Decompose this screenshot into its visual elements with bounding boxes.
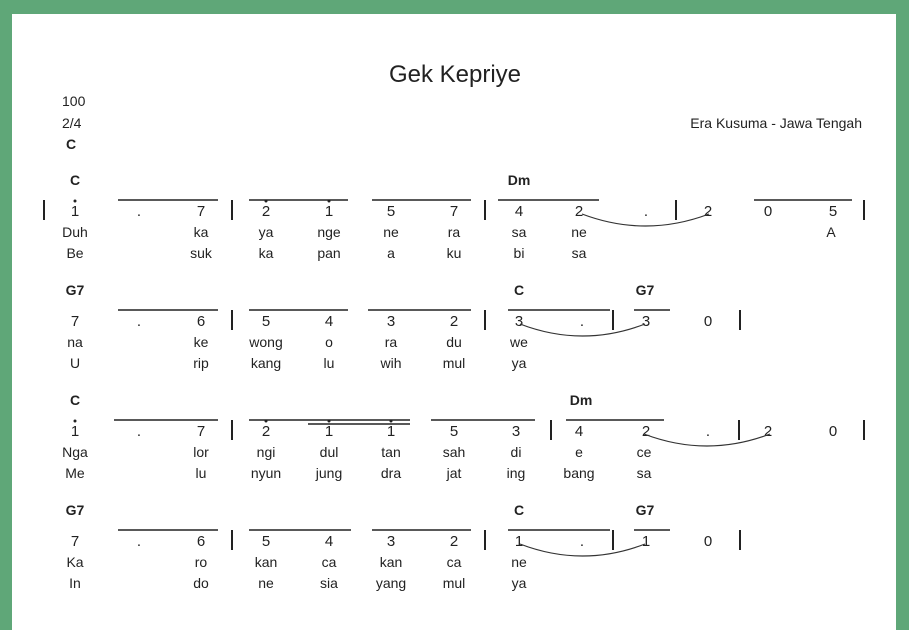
note: 0	[703, 313, 713, 330]
lyric-syllable: nge	[317, 224, 341, 240]
chord-symbol: G7	[65, 282, 85, 298]
lyric-syllable: wih	[380, 355, 402, 371]
note: 6	[196, 313, 206, 330]
chord-symbol: C	[513, 282, 525, 298]
lyric-syllable: sa	[636, 465, 652, 481]
note: .	[136, 533, 142, 550]
lyric-syllable: ne	[571, 224, 587, 240]
note: .	[136, 313, 142, 330]
lyric-syllable: jat	[446, 465, 462, 481]
lyric-syllable: kan	[379, 554, 403, 570]
lyric-syllable: do	[193, 575, 209, 591]
lyric-syllable: tan	[381, 444, 401, 460]
tempo: 100	[62, 93, 86, 109]
note: 7	[70, 533, 80, 550]
lyric-syllable: A	[826, 224, 836, 240]
lyric-syllable: di	[510, 444, 522, 460]
lyric-syllable: we	[510, 334, 528, 350]
lyric-syllable: na	[67, 334, 83, 350]
lyric-syllable: sah	[442, 444, 466, 460]
lyric-syllable: mul	[442, 575, 466, 591]
lyric-syllable: ke	[193, 334, 209, 350]
lyric-syllable: ro	[194, 554, 208, 570]
lyric-syllable: ku	[446, 245, 462, 261]
time-signature: 2/4	[62, 115, 82, 131]
lyric-syllable: rip	[193, 355, 209, 371]
lyric-syllable: Be	[66, 245, 84, 261]
octave-dot	[328, 200, 331, 203]
note: 7	[196, 203, 206, 220]
lyric-syllable: ka	[258, 245, 274, 261]
chord-symbol: C	[69, 172, 81, 188]
lyric-syllable: ce	[636, 444, 652, 460]
lyric-syllable: mul	[442, 355, 466, 371]
note: 1	[641, 533, 651, 550]
note: .	[136, 423, 142, 440]
octave-dot	[265, 200, 268, 203]
octave-dot	[265, 420, 268, 423]
lyric-syllable: pan	[317, 245, 341, 261]
note: 1	[324, 423, 334, 440]
lyric-syllable: e	[575, 444, 583, 460]
lyric-syllable: kan	[254, 554, 278, 570]
lyric-syllable: ya	[511, 355, 527, 371]
note: .	[136, 203, 142, 220]
note: .	[579, 533, 585, 550]
note: .	[705, 423, 711, 440]
composer: Era Kusuma - Jawa Tengah	[690, 115, 862, 131]
note: 2	[261, 203, 271, 220]
note: 2	[703, 203, 713, 220]
note: 0	[763, 203, 773, 220]
lyric-syllable: bi	[513, 245, 525, 261]
lyric-syllable: ing	[506, 465, 526, 481]
note: .	[579, 313, 585, 330]
note: 0	[828, 423, 838, 440]
lyric-syllable: ka	[193, 224, 209, 240]
lyric-syllable: In	[69, 575, 81, 591]
note: 1	[386, 423, 396, 440]
note: 5	[449, 423, 459, 440]
lyric-syllable: yang	[375, 575, 407, 591]
octave-dot	[74, 420, 77, 423]
chord-symbol: G7	[65, 502, 85, 518]
lyric-syllable: sia	[320, 575, 338, 591]
chord-symbol: G7	[635, 282, 655, 298]
chord-symbol: Dm	[507, 172, 531, 188]
note: 4	[324, 313, 334, 330]
note: 1	[70, 423, 80, 440]
note: 2	[449, 533, 459, 550]
note: 7	[196, 423, 206, 440]
lyric-syllable: ne	[383, 224, 399, 240]
note: 4	[324, 533, 334, 550]
note: 1	[324, 203, 334, 220]
song-title: Gek Kepriye	[388, 61, 522, 88]
lyric-syllable: sa	[511, 224, 527, 240]
note: 5	[828, 203, 838, 220]
note: 7	[70, 313, 80, 330]
note: 2	[449, 313, 459, 330]
lyric-syllable: a	[387, 245, 395, 261]
note: 3	[386, 533, 396, 550]
note: 6	[196, 533, 206, 550]
lyric-syllable: ne	[511, 554, 527, 570]
lyric-syllable: lu	[195, 465, 207, 481]
lyric-syllable: du	[446, 334, 462, 350]
lyric-syllable: jung	[315, 465, 343, 481]
octave-dot	[328, 420, 331, 423]
octave-dot	[74, 200, 77, 203]
note: 5	[261, 313, 271, 330]
note: 4	[574, 423, 584, 440]
lyric-syllable: ca	[446, 554, 462, 570]
note: 1	[514, 533, 524, 550]
lyric-syllable: ca	[321, 554, 337, 570]
note: 5	[386, 203, 396, 220]
octave-dot	[390, 420, 393, 423]
note: 0	[703, 533, 713, 550]
note: 7	[449, 203, 459, 220]
chord-symbol: Dm	[569, 392, 593, 408]
lyric-syllable: ra	[447, 224, 461, 240]
lyric-syllable: ya	[511, 575, 527, 591]
lyric-syllable: dra	[380, 465, 402, 481]
lyric-syllable: ya	[258, 224, 274, 240]
note: .	[643, 203, 649, 220]
lyric-syllable: ngi	[256, 444, 276, 460]
note: 2	[763, 423, 773, 440]
chord-symbol: C	[69, 392, 81, 408]
note: 3	[386, 313, 396, 330]
lyric-syllable: wong	[249, 334, 283, 350]
chord-symbol: G7	[635, 502, 655, 518]
note: 1	[70, 203, 80, 220]
lyric-syllable: lu	[323, 355, 335, 371]
lyric-syllable: dul	[319, 444, 339, 460]
key-signature: C	[65, 136, 77, 152]
lyric-syllable: Duh	[62, 224, 88, 240]
lyric-syllable: Ka	[66, 554, 84, 570]
note: 2	[574, 203, 584, 220]
chord-symbol: C	[513, 502, 525, 518]
lyric-syllable: ra	[384, 334, 398, 350]
lyric-syllable: nyun	[250, 465, 282, 481]
note: 3	[514, 313, 524, 330]
lyric-syllable: U	[69, 355, 81, 371]
lyric-syllable: o	[325, 334, 333, 350]
lyric-syllable: Nga	[62, 444, 88, 460]
note: 4	[514, 203, 524, 220]
note: 2	[261, 423, 271, 440]
lyric-syllable: suk	[190, 245, 212, 261]
lyric-syllable: ne	[258, 575, 274, 591]
note: 3	[641, 313, 651, 330]
note: 3	[511, 423, 521, 440]
sheet-page	[12, 14, 896, 630]
lyric-syllable: Me	[65, 465, 85, 481]
score	[12, 14, 896, 630]
lyric-syllable: sa	[571, 245, 587, 261]
lyric-syllable: bang	[563, 465, 595, 481]
lyric-syllable: kang	[250, 355, 282, 371]
note: 2	[641, 423, 651, 440]
lyric-syllable: lor	[193, 444, 209, 460]
note: 5	[261, 533, 271, 550]
